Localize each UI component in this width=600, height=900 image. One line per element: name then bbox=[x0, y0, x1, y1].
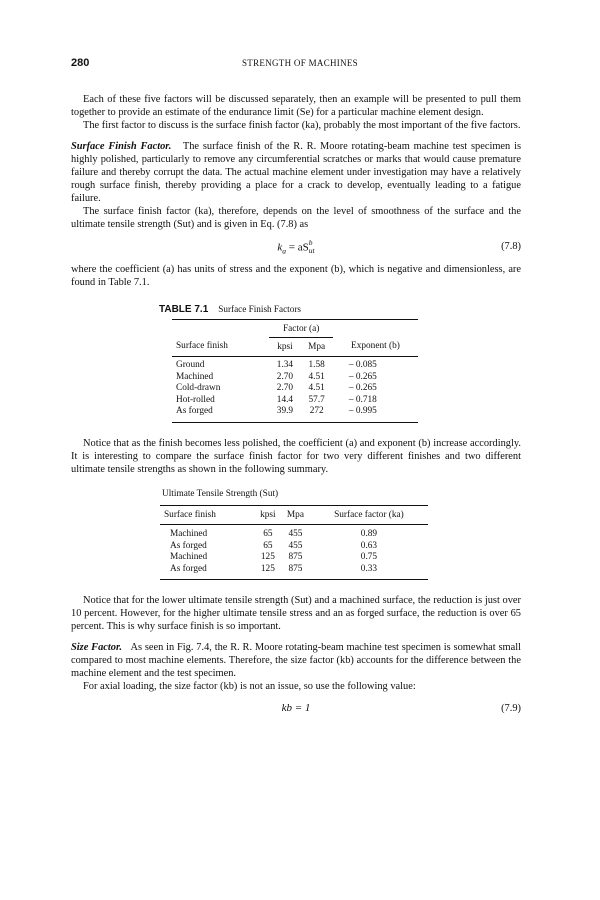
table-2-col-header: Mpa bbox=[281, 505, 310, 525]
middle-paragraph: Notice that as the finish becomes less polished, the coefficient (a) and exponent (b) increase accordingly. It is interesting to compare the surface finish factor for two very different finishes and two different ultimate tensile strengths as shown in the following summary. bbox=[71, 437, 521, 475]
table-2-header-row bbox=[160, 505, 428, 525]
table-cell: As forged bbox=[176, 406, 213, 416]
surface-finish-paragraph-3: where the coefficient (a) has units of stress and the exponent (b), which is negative and dimensionless, are found in Table 7.1. bbox=[71, 264, 521, 288]
equation-7-8 bbox=[71, 235, 521, 261]
table-cell: 0.33 bbox=[360, 563, 378, 574]
surface-finish-heading: Surface Finish Factor. bbox=[71, 141, 172, 152]
running-title: STRENGTH OF MACHINES bbox=[241, 58, 358, 68]
table-cell: Cold-drawn bbox=[176, 383, 221, 393]
table-2-col-header: Surface factor (ka) bbox=[310, 505, 428, 525]
table-cell: 0.89 bbox=[360, 529, 378, 539]
table-cell: – 0.718 bbox=[348, 394, 377, 405]
table-7-1-label: TABLE 7.1 bbox=[159, 304, 209, 315]
table-cell: 875 bbox=[288, 552, 303, 562]
eq-rhs-sub: ut bbox=[308, 246, 315, 255]
table-cell: 0.75 bbox=[360, 552, 378, 562]
table-row bbox=[172, 357, 418, 372]
eq-rhs: = aS bbox=[288, 241, 309, 254]
table-cell: Ground bbox=[176, 360, 205, 370]
table-cell: 65 bbox=[263, 529, 273, 539]
table-7-1-group-row bbox=[172, 320, 418, 338]
equation-7-9-number: (7.9) bbox=[501, 703, 521, 714]
table-cell: 2.70 bbox=[276, 371, 294, 382]
table-2-caption: Ultimate Tensile Strength (Sut) bbox=[162, 488, 279, 499]
table-cell: Machined bbox=[170, 529, 208, 539]
table-row bbox=[172, 372, 418, 384]
equation-7-8-number: (7.8) bbox=[501, 241, 521, 252]
table-cell: Machined bbox=[176, 371, 214, 382]
table-cell: 39.9 bbox=[276, 406, 294, 416]
table-cell: 4.51 bbox=[308, 371, 325, 382]
equation-7-9 bbox=[71, 697, 521, 723]
table-cell: 57.7 bbox=[308, 394, 325, 405]
table-row bbox=[160, 541, 428, 553]
table-row bbox=[172, 395, 418, 407]
table-7-1-col-header: Surface finish bbox=[172, 337, 269, 357]
surface-finish-paragraph-2: The surface finish factor (ka), therefore, depends on the level of smoothness of the surface and the ultimate tensile strength (Sut) and is given in Eq. (7.8) as bbox=[71, 206, 521, 230]
table-2-col-header: Surface finish bbox=[160, 505, 255, 525]
table-uts-summary bbox=[160, 505, 428, 581]
table-row bbox=[160, 552, 428, 564]
table-7-1-col-header: Mpa bbox=[300, 337, 332, 357]
table-cell: 125 bbox=[260, 552, 275, 562]
table-row bbox=[172, 383, 418, 395]
table-7-1-col-header: kpsi bbox=[269, 337, 300, 357]
table-cell: 875 bbox=[288, 563, 303, 574]
table-cell: – 0.265 bbox=[348, 383, 377, 393]
surface-finish-paragraph-1 bbox=[71, 140, 521, 205]
table-cell: 2.70 bbox=[276, 383, 294, 393]
table-cell: 0.63 bbox=[360, 540, 378, 551]
table-cell: – 0.995 bbox=[348, 406, 377, 416]
size-factor-text-1: As seen in Fig. 7.4, the R. R. Moore rotating-beam machine test specimen is somewhat small compared to most machine elements. Therefore, the size factor (kb) accounts for the difference between the machine element and the test specimen. bbox=[71, 642, 521, 679]
size-factor-paragraph-2: For axial loading, the size factor (kb) is not an issue, so use the following value: bbox=[83, 681, 416, 692]
eq-rhs-sup: b bbox=[308, 238, 313, 247]
table-cell: As forged bbox=[170, 540, 207, 551]
table-cell: 65 bbox=[263, 540, 273, 551]
table-cell: 455 bbox=[288, 529, 303, 539]
table-cell: 1.34 bbox=[276, 360, 294, 370]
table-cell: 125 bbox=[260, 563, 275, 574]
table-row bbox=[172, 406, 418, 422]
table-cell: – 0.085 bbox=[348, 360, 377, 370]
table-7-1-group-header: Factor (a) bbox=[269, 320, 332, 338]
page-body bbox=[71, 93, 521, 725]
page-number: 280 bbox=[71, 57, 90, 69]
surface-finish-text-1: The surface finish of the R. R. Moore rotating-beam machine test specimen is highly polished, particularly to remove any circumferential scratches or marks that would cause premature failure and thereby corrupt the data. The actual machine element under investigation may have a relatively rough surface finish, thereby providing a place for a crack to develop, eventually leading to a fatigue failure. bbox=[71, 141, 521, 204]
size-factor-paragraph-1 bbox=[71, 641, 521, 680]
table-row bbox=[160, 525, 428, 541]
table-7-1-col-header: Exponent (b) bbox=[333, 337, 418, 357]
table-cell: 4.51 bbox=[308, 383, 325, 393]
table-7-1-header-row bbox=[172, 337, 418, 357]
eq-lhs-sub: a bbox=[282, 246, 287, 256]
page-header bbox=[71, 57, 529, 71]
equation-7-9-body: kb = 1 bbox=[281, 702, 311, 714]
table-cell: Machined bbox=[170, 552, 208, 562]
table-2-col-header: kpsi bbox=[255, 505, 281, 525]
table-cell: Hot-rolled bbox=[176, 394, 215, 405]
table-row bbox=[160, 564, 428, 580]
table-7-1-title: Surface Finish Factors bbox=[218, 304, 301, 314]
intro-paragraph-1: Each of these five factors will be discussed separately, then an example will be presented to pull them together to provide an estimate of the endurance limit (Se) for a particular machine element design. bbox=[71, 94, 521, 118]
table-cell: 14.4 bbox=[276, 394, 294, 405]
eq-rhs-scripts bbox=[309, 239, 315, 255]
table-7-1 bbox=[172, 319, 418, 423]
table-cell: 455 bbox=[288, 540, 303, 551]
equation-7-8-body bbox=[71, 240, 521, 258]
size-factor-heading: Size Factor. bbox=[71, 642, 123, 653]
table-cell: 1.58 bbox=[308, 360, 325, 370]
eq-lhs: k bbox=[277, 241, 283, 254]
intro-paragraph-2: The first factor to discuss is the surface finish factor (ka), probably the most important of the five factors. bbox=[83, 120, 521, 131]
table-cell: – 0.265 bbox=[348, 371, 377, 382]
table-cell: 272 bbox=[309, 406, 324, 416]
after-table-paragraph: Notice that for the lower ultimate tensile strength (Sut) and a machined surface, the reduction is just over 10 percent. However, for the higher ultimate tensile stress and an as forged surface, the reduction is over 65 percent. This is why surface finish is so important. bbox=[71, 595, 521, 632]
table-7-1-caption bbox=[159, 303, 521, 316]
table-cell: As forged bbox=[170, 563, 207, 574]
